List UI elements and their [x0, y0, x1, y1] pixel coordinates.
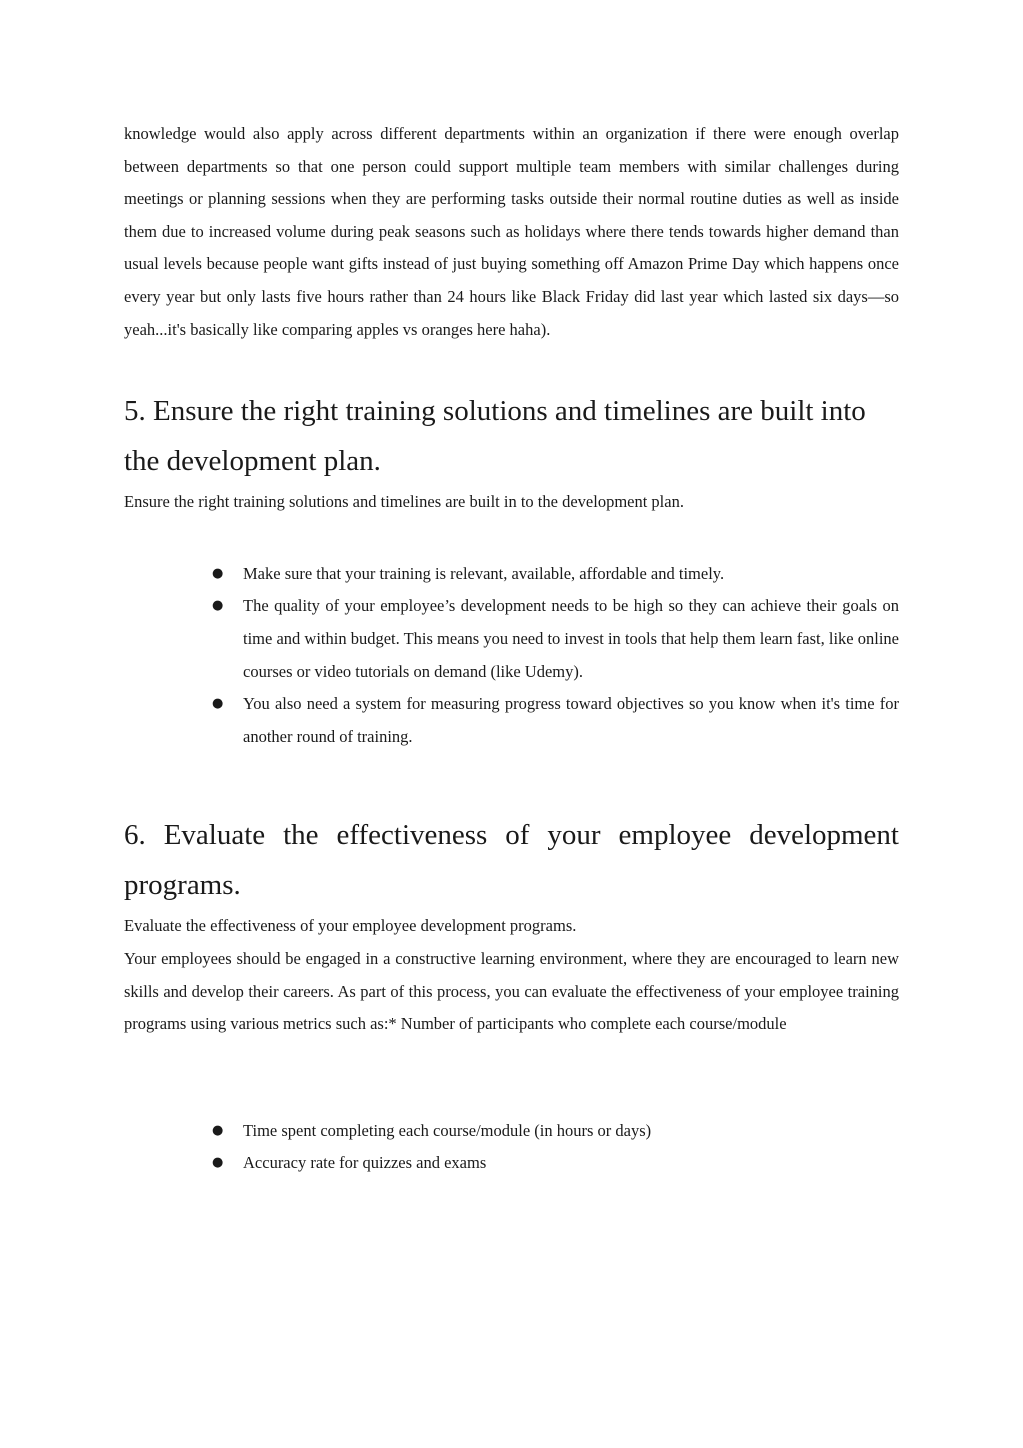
- intro-paragraph: knowledge would also apply across different departments within an organization if there were enough overlap between departments so that one person could support multiple team members with similar challenges during meetings or planning sessions when they are performing tasks outside their normal routine duties as well as inside them due to increased volume during peak seasons such as holidays where there tends towards higher demand than usual levels because people want gifts instead of just buying something off Amazon Prime Day which happens once every year but only lasts five hours rather than 24 hours like Black Friday did last year which lasted six days—so yeah...it's basically like comparing apples vs oranges here haha).: [124, 124, 899, 339]
- section-6-heading: 6. Evaluate the effectiveness of your employee development programs.: [124, 819, 899, 902]
- bullet-icon: ●: [212, 696, 224, 712]
- list-item-text: Accuracy rate for quizzes and exams: [243, 1153, 487, 1173]
- bullet-icon: ●: [212, 598, 224, 614]
- document-page: [124, 118, 899, 1180]
- section-5-intro: Ensure the right training solutions and timelines are built in to the development plan.: [124, 492, 684, 512]
- list-item-text: Time spent completing each course/module (in hours or days): [243, 1120, 652, 1140]
- list-item-text: Make sure that your training is relevant, available, affordable and timely.: [243, 563, 725, 583]
- bullet-icon: ●: [212, 1122, 224, 1138]
- list-item: [212, 688, 899, 753]
- bullet-icon: ●: [212, 1155, 224, 1171]
- section-6-bullet-list: [124, 1115, 899, 1180]
- section-5-heading: 5. Ensure the right training solutions and timelines are built into the development plan.: [124, 395, 866, 478]
- section-5-bullet-list: [124, 558, 899, 754]
- section-6-paragraph: Your employees should be engaged in a constructive learning environment, where they are encouraged to learn new skills and develop their careers. As part of this process, you can evaluate the effectiveness of your employee training programs using various metrics such as:* Number of participants who complete each course/module: [124, 948, 899, 1034]
- list-item-text: You also need a system for measuring progress toward objectives so you know when it's time for another round of training.: [243, 694, 899, 746]
- list-item: [212, 1115, 899, 1148]
- section-6-intro: Evaluate the effectiveness of your employee development programs.: [124, 916, 577, 936]
- list-item: [212, 590, 899, 688]
- list-item: [212, 1147, 899, 1180]
- list-item-text: The quality of your employee’s development needs to be high so they can achieve their goals on time and within budget. This means you need to invest in tools that help them learn fast, like online courses or video tutorials on demand (like Udemy).: [243, 596, 899, 681]
- list-item: [212, 558, 899, 591]
- bullet-icon: ●: [212, 565, 224, 581]
